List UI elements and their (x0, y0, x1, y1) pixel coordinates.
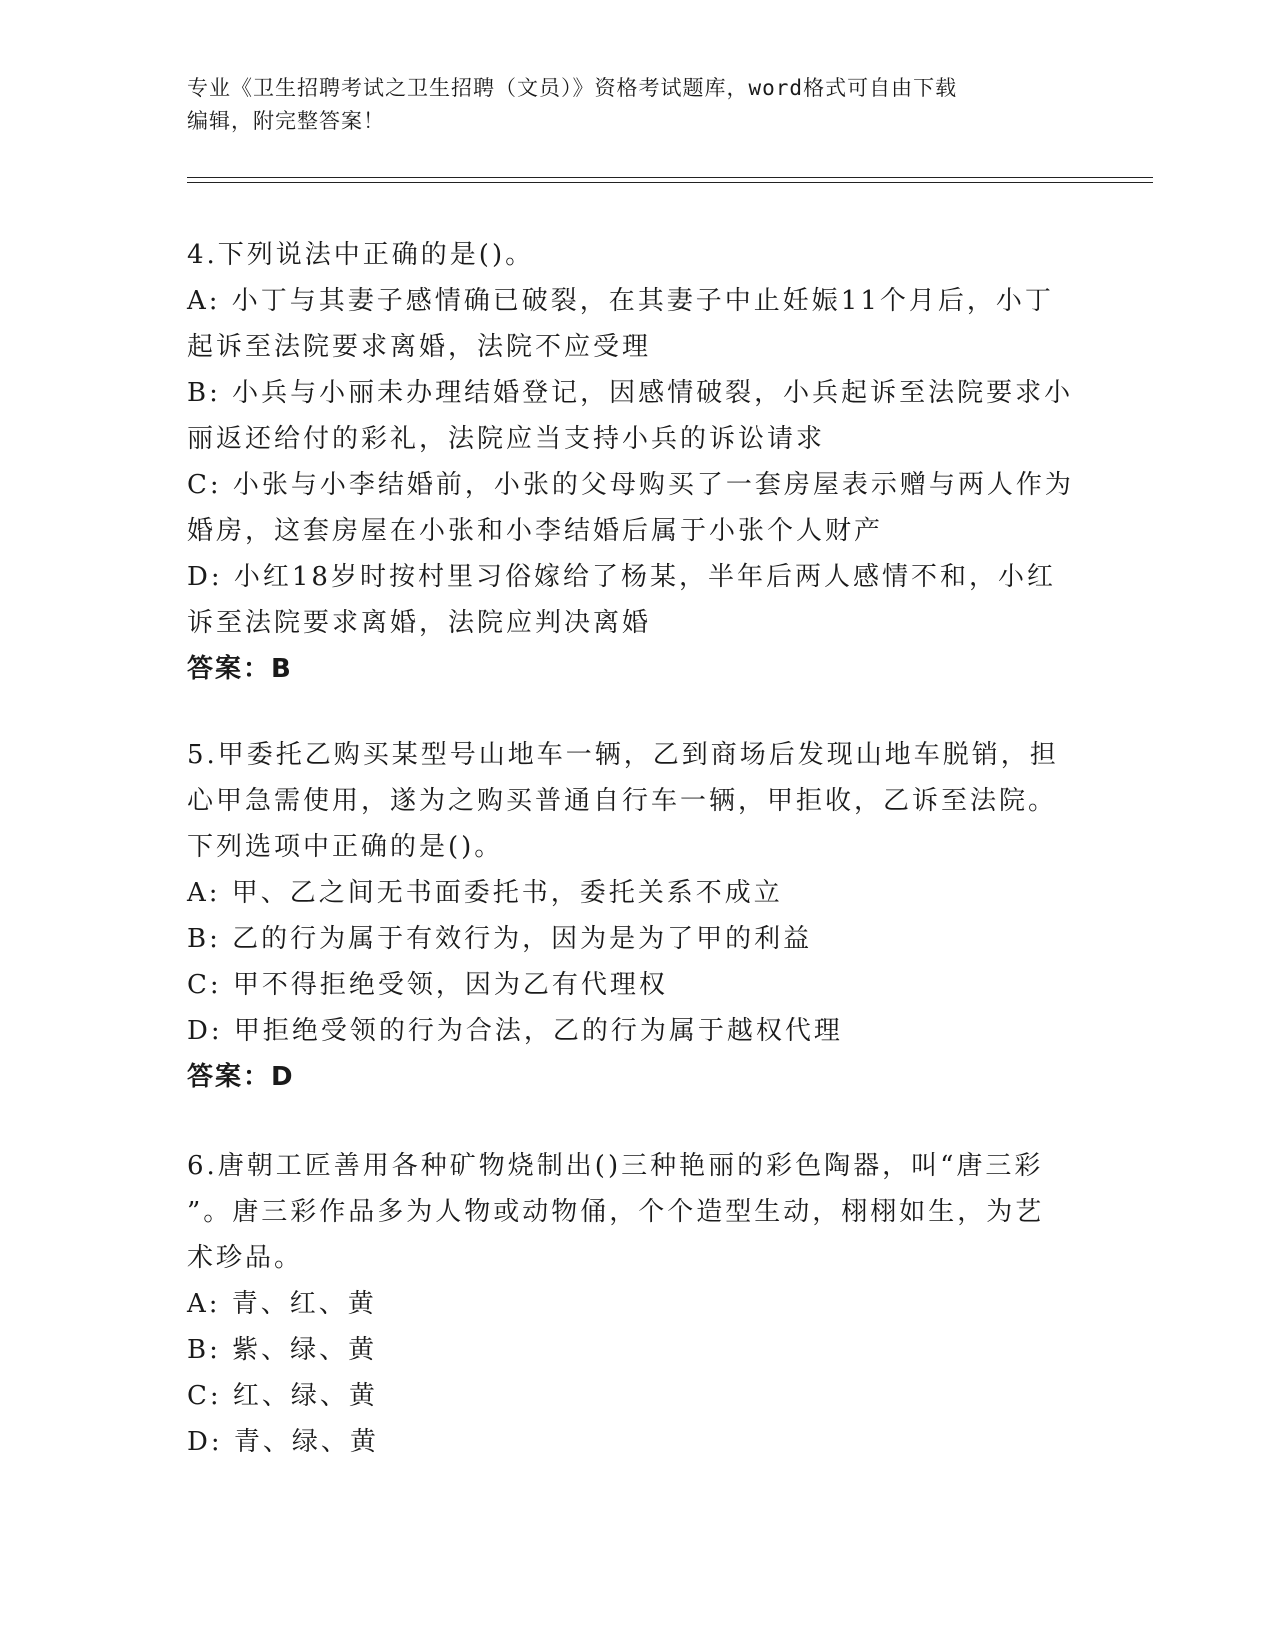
option-b: B: 紫、绿、黄 (187, 1335, 378, 1365)
option-a-line-2: 起诉至法院要求离婚，法院不应受理 (187, 332, 652, 362)
option-b-line-1: B: 小兵与小丽未办理结婚登记，因感情破裂，小兵起诉至法院要求小 (187, 378, 1074, 408)
question-stem-line-3: 下列选项中正确的是()。 (187, 832, 504, 862)
option-c: C: 甲不得拒绝受领，因为乙有代理权 (187, 970, 668, 1000)
question-stem-line-2: 心甲急需使用，遂为之购买普通自行车一辆，甲拒收，乙诉至法院。 (187, 786, 1058, 816)
option-a: A: 青、红、黄 (187, 1289, 377, 1319)
question-4 (187, 232, 1077, 692)
option-c: C: 红、绿、黄 (187, 1381, 378, 1411)
header-line-1: 专业《卫生招聘考试之卫生招聘（文员）》资格考试题库，word格式可自由下载 (187, 76, 958, 100)
option-c-line-2: 婚房，这套房屋在小张和小李结婚后属于小张个人财产 (187, 516, 884, 546)
header-divider-bottom (187, 182, 1153, 183)
option-d-line-1: D: 小红18岁时按村里习俗嫁给了杨某，半年后两人感情不和，小红 (187, 562, 1056, 592)
question-5 (187, 732, 1077, 1100)
question-stem-line-2: ”。唐三彩作品多为人物或动物俑，个个造型生动，栩栩如生，为艺 (187, 1197, 1045, 1227)
header-line-2: 编辑，附完整答案！ (187, 109, 385, 133)
option-d: D: 甲拒绝受领的行为合法，乙的行为属于越权代理 (187, 1016, 843, 1046)
question-stem-line-1: 6.唐朝工匠善用各种矿物烧制出()三种艳丽的彩色陶器，叫“唐三彩 (187, 1151, 1044, 1181)
question-stem-line-1: 5.甲委托乙购买某型号山地车一辆，乙到商场后发现山地车脱销，担 (187, 740, 1059, 770)
option-c-line-1: C: 小张与小李结婚前，小张的父母购买了一套房屋表示赠与两人作为 (187, 470, 1074, 500)
option-d: D: 青、绿、黄 (187, 1427, 379, 1457)
option-a: A: 甲、乙之间无书面委托书，委托关系不成立 (187, 878, 783, 908)
option-b: B: 乙的行为属于有效行为，因为是为了甲的利益 (187, 924, 813, 954)
question-stem-line-3: 术珍品。 (187, 1243, 304, 1273)
question-6 (187, 1143, 1077, 1465)
header-divider-top (187, 177, 1153, 178)
answer-label: 答案：D (187, 1062, 295, 1092)
document-header (187, 72, 1067, 138)
option-a-line-1: A: 小丁与其妻子感情确已破裂，在其妻子中止妊娠11个月后，小丁 (187, 286, 1054, 316)
option-d-line-2: 诉至法院要求离婚，法院应判决离婚 (187, 608, 652, 638)
answer-label: 答案：B (187, 654, 293, 684)
question-stem: 4.下列说法中正确的是()。 (187, 240, 535, 270)
option-b-line-2: 丽返还给付的彩礼，法院应当支持小兵的诉讼请求 (187, 424, 826, 454)
